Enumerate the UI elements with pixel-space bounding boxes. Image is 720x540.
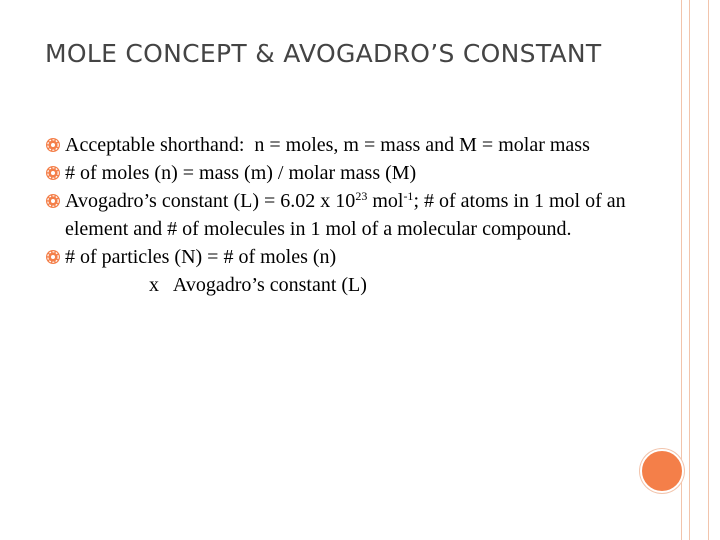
gear-bullet-icon <box>45 165 61 181</box>
gear-bullet-icon <box>45 193 61 209</box>
decorative-circle <box>640 449 684 493</box>
bullet-text-part: mol <box>367 190 404 212</box>
bullet-text: # of moles (n) = mass (m) / molar mass (M) <box>65 162 417 184</box>
slide-title: MOLE CONCEPT & AVOGADRO’S CONSTANT <box>45 39 602 68</box>
bullet-text <box>65 246 645 299</box>
bullet-text-part: ; # of atoms in 1 mol of an element and # of molecules in 1 mol of a molecular compound. <box>65 190 631 240</box>
gear-bullet-icon <box>45 249 61 265</box>
decorative-line <box>708 0 709 540</box>
bullet-text <box>65 190 631 240</box>
exponent: 23 <box>355 189 368 203</box>
bullet-list <box>45 131 645 299</box>
decorative-line <box>689 0 690 540</box>
bullet-item <box>45 159 645 187</box>
gear-bullet-icon <box>45 137 61 153</box>
decorative-line <box>681 0 682 540</box>
bullet-text-part: Avogadro’s constant (L) = 6.02 x 10 <box>65 190 356 212</box>
bullet-item <box>45 243 645 299</box>
bullet-item <box>45 187 645 243</box>
bullet-text-line: x Avogadro’s constant (L) <box>149 274 367 296</box>
bullet-text: Acceptable shorthand: n = moles, m = mass and M = molar mass <box>65 134 590 156</box>
bullet-text-line: # of particles (N) = # of moles (n) <box>65 246 337 268</box>
exponent: -1 <box>403 189 414 203</box>
bullet-item <box>45 131 645 159</box>
